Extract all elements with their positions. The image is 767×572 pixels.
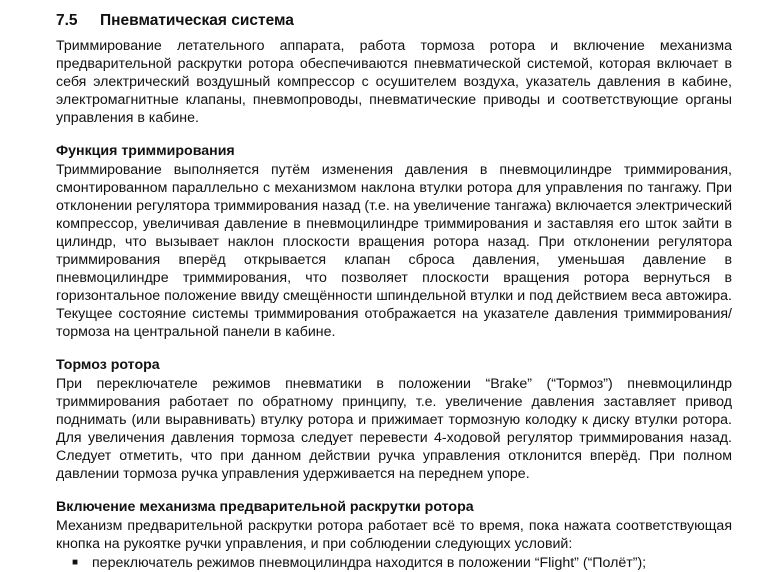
section-intro-paragraph: Триммирование летательного аппарата, работа тормоза ротора и включение механизма предварительной раскрутки ротора обеспечиваются пневматической системой, которая включает в себя электрический воздушный компрессор с осушителем воздуха, указатель давления в кабине, электромагнитные клапаны, пневмопроводы, пневматические приводы и соответствующие органы управления в кабине. xyxy=(56,38,732,126)
subsection-heading-prerotator: Включение механизма предварительной раскрутки ротора xyxy=(56,499,474,515)
list-item-text: переключатель режимов пневмоцилиндра находится в положении “Flight” (“Полёт”); xyxy=(92,555,647,571)
subsection-paragraph-prerotator: Механизм предварительной раскрутки ротора работает всё то время, пока нажата соответствующая кнопка на рукоятке ручки управления, и при соблюдении следующих условий: xyxy=(56,518,732,552)
list-item xyxy=(56,554,732,572)
square-bullet-icon: ■ xyxy=(72,557,79,568)
section-title: Пневматическая система xyxy=(100,12,294,29)
subsection-heading-trim: Функция триммирования xyxy=(56,143,235,159)
subsection-paragraph-rotor-brake: При переключателе режимов пневматики в положении “Brake” (“Тормоз”) пневмоцилиндр триммирования работает по обратному принципу, т.е. увеличение давления заставляет привод поднимать (или выравнивать) втулку ротора и прижимает тормозную колодку к диску втулки ротора. Для увеличения давления тормоза следует перевести 4-ходовой регулятор триммирования назад. Следует отметить, что при данном действии ручка управления отклонится вперёд. При полном давлении тормоза ручка управления удерживается на переднем упоре. xyxy=(56,376,732,482)
section-number: 7.5 xyxy=(56,12,78,29)
section-heading xyxy=(56,12,732,30)
subsection-paragraph-trim: Триммирование выполняется путём изменения давления в пневмоцилиндре триммирования, смонтированном параллельно с механизмом наклона втулки ротора для управления по тангажу. При отклонении регулятора триммирования назад (т.е. на увеличение тангажа) включается электрический компрессор, увеличивая давление в пневмоцилиндре триммирования и заставляя его шток зайти в цилиндр, что вызывает наклон плоскости вращения ротора назад. При отклонении регулятора триммирования вперёд открывается клапан сброса давления, уменьшая давление в пневмоцилиндре триммирования, что позволяет плоскости вращения ротора вернуться в горизонтальное положение ввиду смещённости шпиндельной втулки и под действием веса автожира. Текущее состояние системы триммирования отображается на указателе давления триммирования/тормоза на центральной панели в кабине. xyxy=(56,162,732,340)
subsection-heading-rotor-brake: Тормоз ротора xyxy=(56,357,160,373)
